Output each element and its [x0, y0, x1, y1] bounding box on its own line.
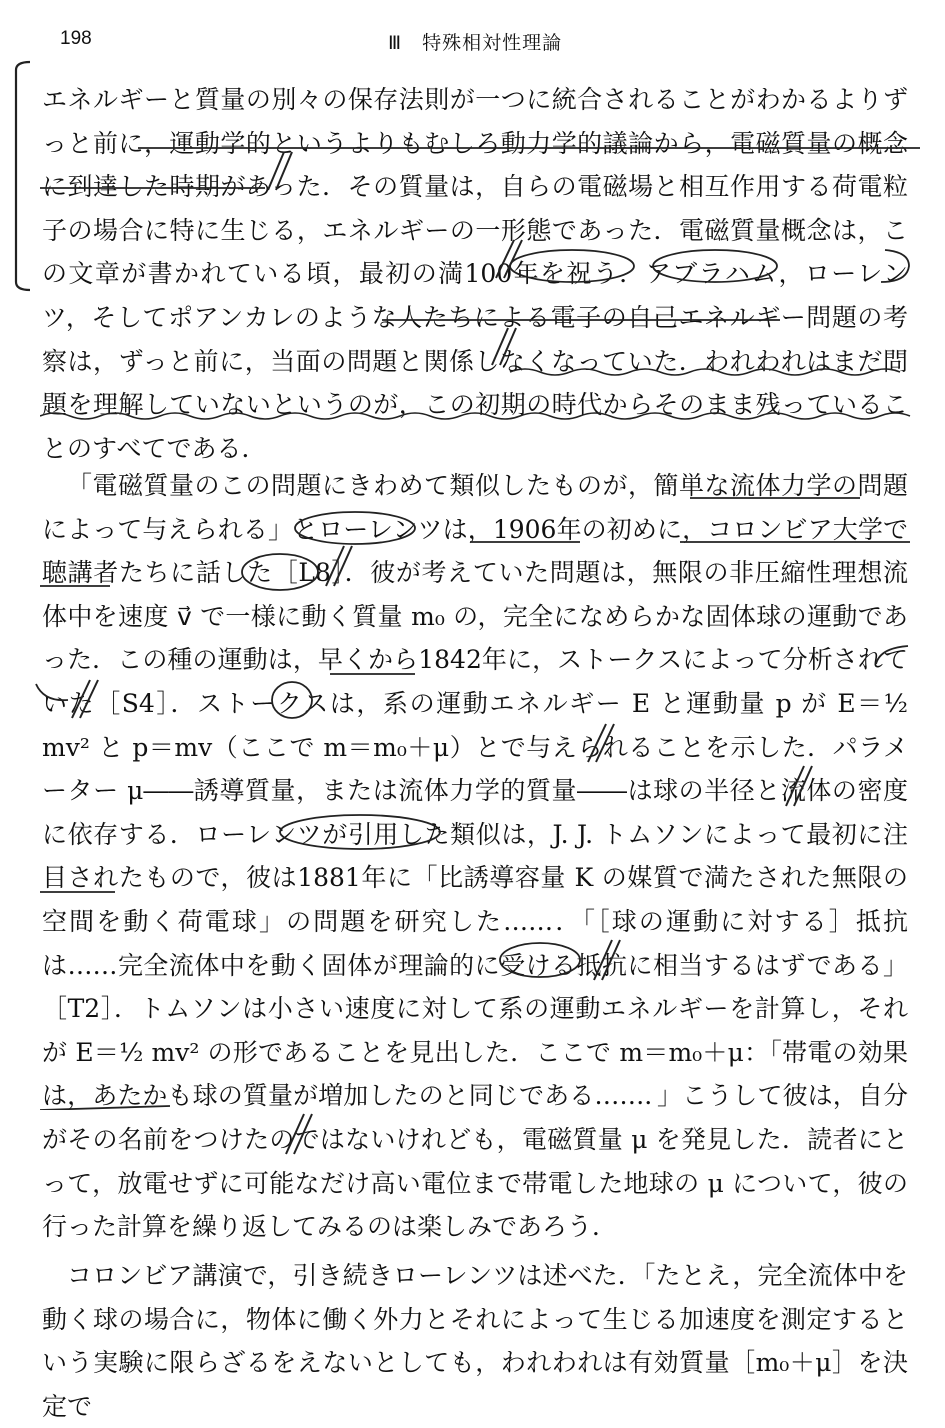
paragraph-3: コロンビア講演で，引き続きローレンツは述べた．「たとえ，完全流体中を動く球の場合に，物体に働く外力とそれによって生じる加速度を測定するという実験に限らざるをえないとしても，われわれは有効質量［m₀＋μ］を決定で — [42, 1261, 908, 1421]
paragraph-1: エネルギーと質量の別々の保存法則が一つに統合されることがわかるよりずっと前に，運動学的というよりもむしろ動力学的議論から，電磁質量の概念に到達した時期があった．その質量は，自らの電磁場と相互作用する荷電粒子の場合に特に生じる，エネルギーの一形態であった．電磁質量概念は，この文章が書かれている頃，最初の満100年を祝う．アブラハム，ローレンツ，そしてポアンカレのような人たちによる電子の自己エネルギー問題の考察は，ずっと前に，当面の問題と関係しなくなっていた．われわれはまだ問題を理解していないというのが，この初期の時代からそのまま残っていることのすべてである． — [42, 85, 908, 463]
margin-bracket-annotation — [6, 58, 36, 294]
running-head: Ⅲ 特殊相対性理論 — [388, 33, 563, 54]
page-number: 198 — [60, 28, 92, 49]
page-header — [0, 28, 945, 58]
paragraph-2: 「電磁質量のこの問題にきわめて類似したものが，簡単な流体力学の問題によって与えられる」とローレンツは，1906年の初めに，コロンビア大学で聴講者たちに話した［L8］．彼が考えていた問題は，無限の非圧縮性理想流体中を速度 v⃗ で一様に動く質量 m₀ の，完全になめらかな固体球の運動であった．この種の運動は，早くから1842年に，ストークスによって分析されていた［S4］．ストークスは，系の運動エネルギー E と運動量 p が E＝½ mv² と p＝mv（ここで m＝m₀＋μ）とで与えられることを示した．パラメーター μ――誘導質量，または流体力学的質量――は球の半径と流体の密度に依存する．ローレンツが引用した類似は，J. J. トムソンによって最初に注目されたもので，彼は1881年に「比誘導容量 K の媒質で満たされた無限の空間を動く荷電球」の問題を研究した……．「［球の運動に対する］抵抗は……完全流体中を動く固体が理論的に受ける抵抗に相当するはずである」［T2］．トムソンは小さい速度に対して系の運動エネルギーを計算し，それが E＝½ mv² の形であることを見出した．ここで m＝m₀＋μ：「帯電の効果は，あたかも球の質量が増加したのと同じである……．」こうして彼は，自分がその名前をつけたのではないけれども，電磁質量 μ を発見した．読者にとって，放電せずに可能なだけ高い電位まで帯電した地球の μ について，彼の行った計算を繰り返してみるのは楽しみであろう． — [42, 471, 908, 1242]
